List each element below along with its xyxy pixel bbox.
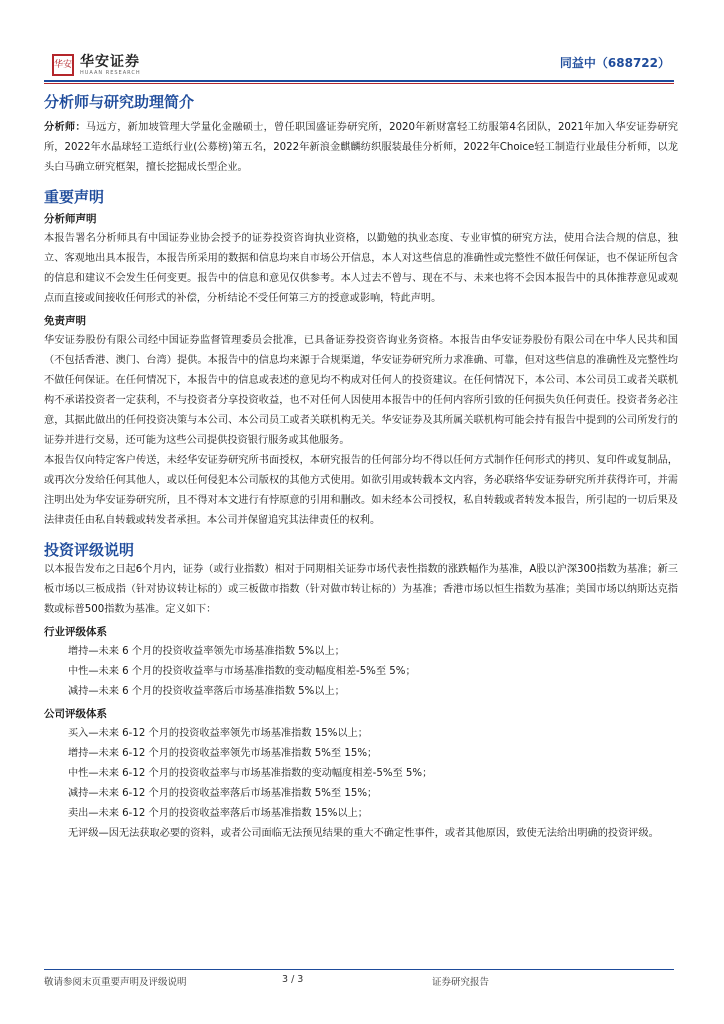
footer-divider [44,969,674,970]
page-header [44,54,680,90]
company-rating-item: 减持—未来 6-12 个月的投资收益率落后市场基准指数 5%至 15%； [68,788,378,799]
header-divider-accent [44,83,674,84]
analyst-bio-text: 马远方，新加坡管理大学量化金融硕士，曾任职国盛证券研究所，2020年新财富轻工纺服第4名团队，2021年加入华安证券研究所，2022年水晶球轻工造纸行业(公募榜)第五名，2022年新浪金麒麟纺织服装最佳分析师，2022年Choice轻工制造行业最佳分析师，以龙头白马确立研究框架，擅长挖掘成长型企业。 [44,122,678,173]
company-rating-item: 中性—未来 6-12 个月的投资收益率与市场基准指数的变动幅度相差-5%至 5%； [68,768,433,779]
industry-rating-item: 中性—未来 6 个月的投资收益率与市场基准指数的变动幅度相差-5%至 5%； [68,666,416,677]
footer-report-type: 证券研究报告 [432,977,490,988]
company-rating-item: 卖出—未来 6-12 个月的投资收益率落后市场基准指数 15%以上； [68,808,368,819]
analyst-statement-title: 分析师声明 [44,213,97,225]
industry-rating-item: 增持—未来 6 个月的投资收益率领先市场基准指数 5%以上； [68,646,345,657]
company-rating-item: 买入—未来 6-12 个月的投资收益率领先市场基准指数 15%以上； [68,728,368,739]
analyst-statement: 本报告署名分析师具有中国证券业协会授予的证券投资咨询执业资格，以勤勉的执业态度、专业审慎的研究方法，使用合法合规的信息，独立、客观地出具本报告，本报告所采用的数据和信息均来自市场公开信息，本人对这些信息的准确性或完整性不做任何保证，也不保证所包含的信息和建议不会发生任何变更。报告中的信息和意见仅供参考。本人过去不曾与、现在不与、未来也将不会因本报告中的具体推荐意见或观点而直接或间接收任何形式的补偿，分析结论不受任何第三方的授意或影响，特此声明。 [44,233,678,304]
disclaimer-paragraph-1: 华安证券股份有限公司经中国证券监督管理委员会批准，已具备证券投资咨询业务资格。本报告由华安证券股份有限公司在中华人民共和国（不包括香港、澳门、台湾）提供。本报告中的信息均来源于合规渠道，华安证券研究所力求准确、可靠，但对这些信息的准确性及完整性均不做任何保证。在任何情况下，本报告中的信息或表述的意见均不构成对任何人的投资建议。在任何情况下，本公司、本公司员工或者关联机构不承诺投资者一定获利，不与投资者分享投资收益，也不对任何人因使用本报告中的任何内容所引致的任何损失负任何责任。投资者务必注意，其据此做出的任何投资决策与本公司、本公司员工或者关联机构无关。华安证券及其所属关联机构可能会持有报告中提到的公司所发行的证券并进行交易，还可能为这些公司提供投资银行服务或其他服务。 [44,335,678,446]
analyst-section-title: 分析师与研究助理简介 [44,93,195,111]
disclaimer-title: 免责声明 [44,315,86,327]
page-content [44,92,678,844]
industry-rating-item: 减持—未来 6 个月的投资收益率落后市场基准指数 5%以上； [68,686,345,697]
header-divider [44,80,674,82]
footer-disclaimer-note: 敬请参阅末页重要声明及评级说明 [44,977,187,988]
logo-seal-icon: 华安 [52,54,74,76]
analyst-bio [44,118,678,178]
stock-code: 同益中（688722） [559,56,670,70]
rating-section-title: 投资评级说明 [44,541,135,559]
industry-rating-title: 行业评级体系 [44,626,107,638]
page-number: 3 / 3 [282,974,304,985]
logo-english: HUAAN RESEARCH [80,70,141,76]
disclaimer-paragraph-2: 本报告仅向特定客户传送，未经华安证券研究所书面授权，本研究报告的任何部分均不得以任何方式制作任何形式的拷贝、复印件或复制品，或再次分发给任何其他人，或以任何侵犯本公司版权的其他方式使用。如欲引用或转载本文内容，务必联络华安证券研究所并获得许可，并需注明出处为华安证券研究所，且不得对本文进行有悖原意的引用和删改。如未经本公司授权，私自转载或者转发本报告，所引起的一切后果及法律责任由私自转载或转发者承担。本公司并保留追究其法律责任的权利。 [44,455,678,526]
company-rating-item: 无评级—因无法获取必要的资料，或者公司面临无法预见结果的重大不确定性事件，或者其他原因，致使无法给出明确的投资评级。 [68,828,659,839]
company-rating-item: 增持—未来 6-12 个月的投资收益率领先市场基准指数 5%至 15%； [68,748,378,759]
logo-name: 华安证券 [80,54,140,70]
rating-intro: 以本报告发布之日起6个月内，证券（或行业指数）相对于同期相关证券市场代表性指数的涨跌幅作为基准，A股以沪深300指数为基准；新三板市场以三板成指（针对协议转让标的）或三板做市指数（针对做市转让标的）为基准；香港市场以恒生指数为基准；美国市场以纳斯达克指数或标普500指数为基准。定义如下： [44,564,678,615]
disclaimer-section-title: 重要声明 [44,188,105,206]
company-logo [52,54,141,77]
analyst-label: 分析师： [44,122,86,133]
company-rating-title: 公司评级体系 [44,708,107,720]
